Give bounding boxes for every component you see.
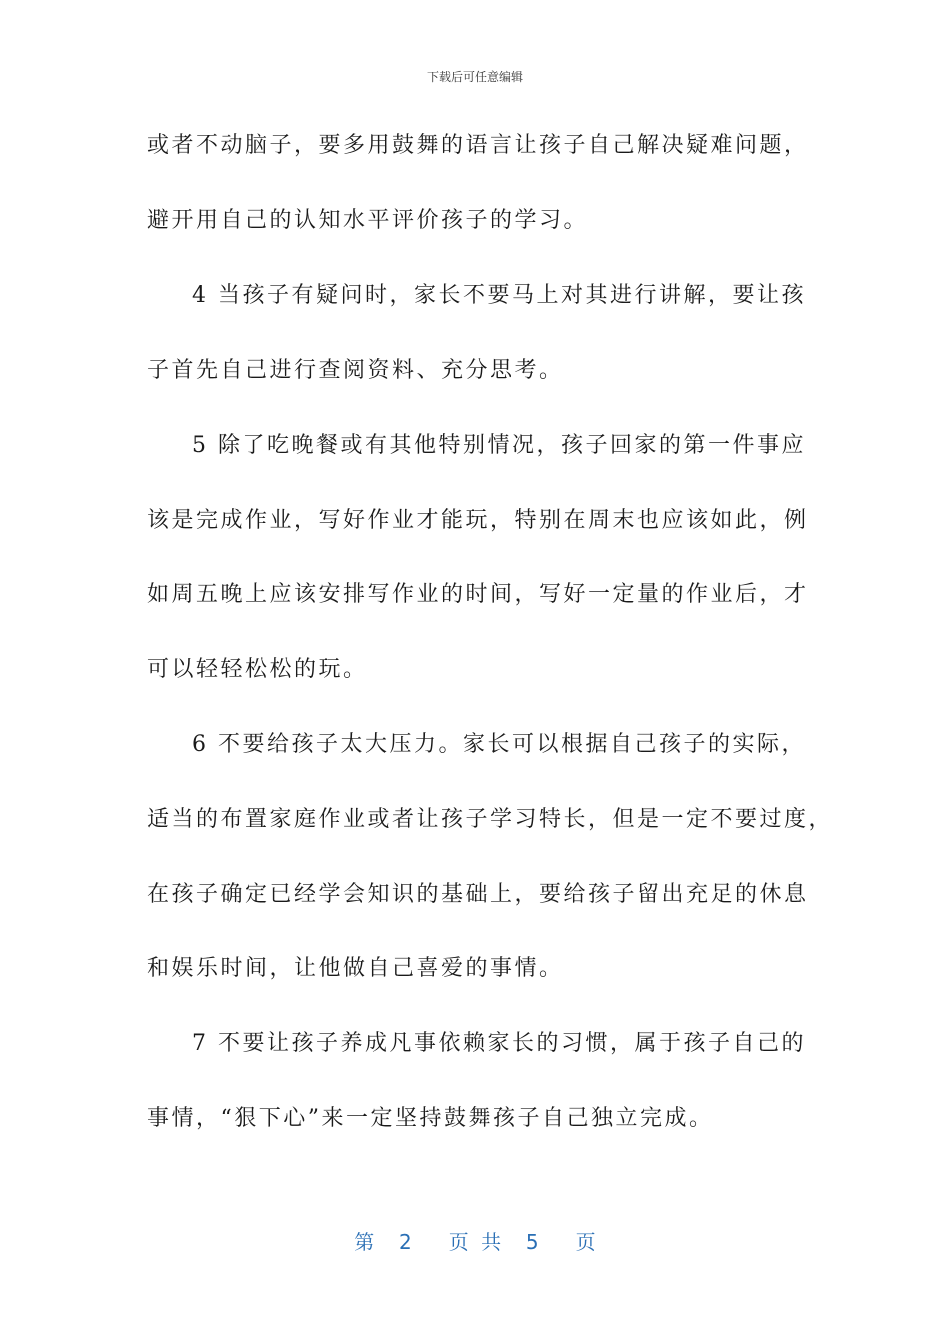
- body-line: 7 不要让孩子养成凡事依赖家长的习惯，属于孩子自己的: [192, 1031, 806, 1056]
- body-line: 和娱乐时间，让他做自己喜爱的事情。: [147, 956, 564, 981]
- page-header: 下载后可任意编辑: [426, 70, 523, 84]
- body-line: 该是完成作业，写好作业才能玩，特别在周末也应该如此，例: [147, 508, 809, 533]
- body-line: 如周五晚上应该安排写作业的时间，写好一定量的作业后，才: [147, 582, 809, 607]
- body-line: 可以轻轻松松的玩。: [147, 657, 368, 682]
- body-line: 避开用自己的认知水平评价孩子的学习。: [147, 208, 589, 233]
- body-line: 5 除了吃晚餐或有其他特别情况，孩子回家的第一件事应: [192, 433, 806, 458]
- page-footer: [0, 1226, 950, 1255]
- body-line: 子首先自己进行查阅资料、充分思考。: [147, 358, 564, 383]
- body-line: 4 当孩子有疑问时，家长不要马上对其进行讲解，要让孩: [192, 283, 806, 308]
- body-line: 或者不动脑子，要多用鼓舞的语言让孩子自己解决疑难问题，: [147, 133, 809, 158]
- body-line: 6 不要给孩子太大压力。家长可以根据自己孩子的实际，: [192, 732, 806, 757]
- body-line: 在孩子确定已经学会知识的基础上，要给孩子留出充足的休息: [147, 882, 809, 907]
- page-number: 第 2 页 共 5 页: [354, 1230, 596, 1254]
- body-line: 事情，“狠下心”来一定坚持鼓舞孩子自己独立完成。: [147, 1106, 714, 1131]
- body-line: 适当的布置家庭作业或者让孩子学习特长，但是一定不要过度，: [147, 807, 834, 832]
